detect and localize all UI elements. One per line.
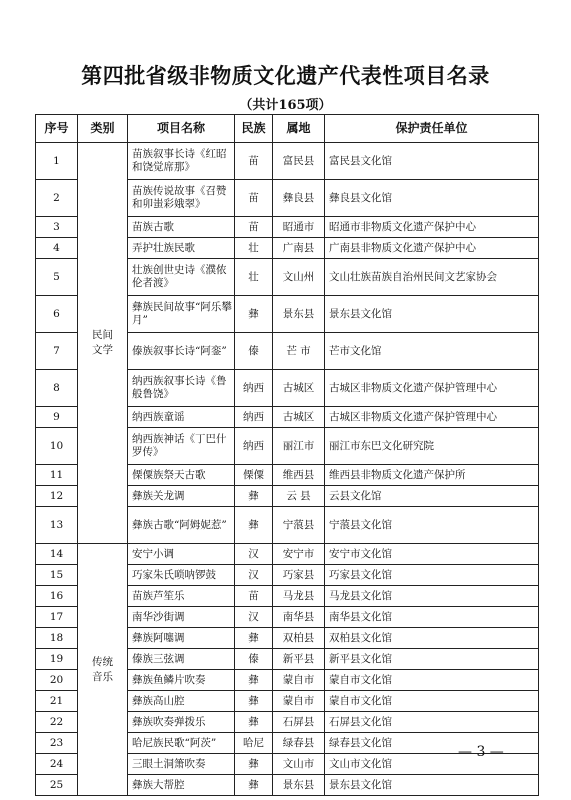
row-locality: 维西县: [273, 465, 325, 486]
row-project-name: 苗族传说故事《召赞和卯蚩彩娥翠》: [128, 180, 235, 217]
row-ethnic-group: 彝: [235, 670, 273, 691]
category-label-line: 民间: [92, 329, 113, 341]
row-locality: 石屏县: [273, 712, 325, 733]
row-responsible-unit: 古城区非物质文化遗产保护管理中心: [325, 407, 539, 428]
header-locality: 属地: [273, 115, 325, 143]
category-label-line: 音乐: [92, 670, 113, 683]
row-project-name: 哈尼族民歌“阿茨”: [128, 733, 235, 754]
row-locality: 新平县: [273, 649, 325, 670]
row-ethnic-group: 苗: [235, 180, 273, 217]
row-serial: 12: [36, 486, 78, 507]
row-ethnic-group: 彝: [235, 712, 273, 733]
row-project-name: 弄护壮族民歌: [128, 238, 235, 259]
row-locality: 云 县: [273, 486, 325, 507]
row-responsible-unit: 宁蒗县文化馆: [325, 507, 539, 544]
row-serial: 17: [36, 607, 78, 628]
row-locality: 蒙自市: [273, 691, 325, 712]
row-responsible-unit: 马龙县文化馆: [325, 586, 539, 607]
row-project-name: 苗族芦笙乐: [128, 586, 235, 607]
category-cell: [78, 143, 128, 544]
row-project-name: 纳西族神话《丁巴什罗传》: [128, 428, 235, 465]
row-serial: 13: [36, 507, 78, 544]
row-ethnic-group: 纳西: [235, 428, 273, 465]
row-responsible-unit: 广南县非物质文化遗产保护中心: [325, 238, 539, 259]
row-project-name: 彝族阿噻调: [128, 628, 235, 649]
row-serial: 7: [36, 333, 78, 370]
row-responsible-unit: 蒙自市文化馆: [325, 691, 539, 712]
row-ethnic-group: 苗: [235, 217, 273, 238]
row-ethnic-group: 纳西: [235, 407, 273, 428]
row-project-name: 傣族三弦调: [128, 649, 235, 670]
row-ethnic-group: 傣: [235, 333, 273, 370]
row-ethnic-group: 彝: [235, 507, 273, 544]
row-responsible-unit: 绿春县文化馆: [325, 733, 539, 754]
row-locality: 安宁市: [273, 544, 325, 565]
row-locality: 彝良县: [273, 180, 325, 217]
row-ethnic-group: 彝: [235, 754, 273, 775]
row-locality: 蒙自市: [273, 670, 325, 691]
row-ethnic-group: 哈尼: [235, 733, 273, 754]
row-ethnic-group: 壮: [235, 238, 273, 259]
row-serial: 6: [36, 296, 78, 333]
row-serial: 10: [36, 428, 78, 465]
row-locality: 马龙县: [273, 586, 325, 607]
row-serial: 25: [36, 775, 78, 796]
row-responsible-unit: 双柏县文化馆: [325, 628, 539, 649]
page-number: — 3 —: [458, 744, 504, 760]
row-serial: 20: [36, 670, 78, 691]
row-responsible-unit: 芒市文化馆: [325, 333, 539, 370]
row-responsible-unit: 石屏县文化馆: [325, 712, 539, 733]
row-ethnic-group: 彝: [235, 486, 273, 507]
row-locality: 景东县: [273, 296, 325, 333]
row-locality: 文山市: [273, 754, 325, 775]
row-locality: 双柏县: [273, 628, 325, 649]
row-ethnic-group: 彝: [235, 775, 273, 796]
row-locality: 巧家县: [273, 565, 325, 586]
row-responsible-unit: 富民县文化馆: [325, 143, 539, 180]
header-ethnic-group: 民族: [235, 115, 273, 143]
category-cell: [78, 544, 128, 796]
row-ethnic-group: 汉: [235, 544, 273, 565]
row-locality: 芒 市: [273, 333, 325, 370]
row-locality: 古城区: [273, 407, 325, 428]
row-ethnic-group: 苗: [235, 143, 273, 180]
row-responsible-unit: 云县文化馆: [325, 486, 539, 507]
page-title: 第四批省级非物质文化遗产代表性项目名录: [81, 63, 490, 88]
row-project-name: 三眼土洞箫吹奏: [128, 754, 235, 775]
row-project-name: 彝族民间故事“阿乐攀月”: [128, 296, 235, 333]
page-subtitle: （共计165项）: [239, 98, 332, 113]
row-locality: 昭通市: [273, 217, 325, 238]
table-header-row: [36, 115, 539, 143]
row-project-name: 彝族大帮腔: [128, 775, 235, 796]
row-project-name: 苗族叙事长诗《红昭和饶觉席那》: [128, 143, 235, 180]
row-ethnic-group: 壮: [235, 259, 273, 296]
category-label-line: 文学: [92, 344, 113, 356]
row-project-name: 安宁小调: [128, 544, 235, 565]
row-locality: 文山州: [273, 259, 325, 296]
row-ethnic-group: 傈僳: [235, 465, 273, 486]
row-responsible-unit: 彝良县文化馆: [325, 180, 539, 217]
row-project-name: 彝族古歌“阿姆妮惹”: [128, 507, 235, 544]
row-project-name: 南华沙街调: [128, 607, 235, 628]
row-locality: 古城区: [273, 370, 325, 407]
row-ethnic-group: 汉: [235, 607, 273, 628]
row-responsible-unit: 安宁市文化馆: [325, 544, 539, 565]
row-serial: 23: [36, 733, 78, 754]
row-serial: 9: [36, 407, 78, 428]
row-project-name: 傈僳族祭天古歌: [128, 465, 235, 486]
row-serial: 18: [36, 628, 78, 649]
category-label-line: 传统: [92, 655, 113, 668]
heritage-list-table: [35, 114, 539, 796]
row-responsible-unit: 丽江市东巴文化研究院: [325, 428, 539, 465]
row-project-name: 纳西族叙事长诗《鲁般鲁饶》: [128, 370, 235, 407]
row-ethnic-group: 傣: [235, 649, 273, 670]
row-ethnic-group: 彝: [235, 296, 273, 333]
row-serial: 1: [36, 143, 78, 180]
row-serial: 4: [36, 238, 78, 259]
row-serial: 2: [36, 180, 78, 217]
row-responsible-unit: 文山壮族苗族自治州民间文艺家协会: [325, 259, 539, 296]
row-project-name: 苗族古歌: [128, 217, 235, 238]
row-project-name: 彝族鱼鳞片吹奏: [128, 670, 235, 691]
row-project-name: 彝族高山腔: [128, 691, 235, 712]
row-project-name: 傣族叙事长诗“阿銮”: [128, 333, 235, 370]
row-serial: 8: [36, 370, 78, 407]
row-serial: 19: [36, 649, 78, 670]
row-ethnic-group: 彝: [235, 628, 273, 649]
row-responsible-unit: 昭通市非物质文化遗产保护中心: [325, 217, 539, 238]
table-row: [36, 143, 539, 180]
row-responsible-unit: 古城区非物质文化遗产保护管理中心: [325, 370, 539, 407]
row-project-name: 壮族创世史诗《濮侬伦者渡》: [128, 259, 235, 296]
row-locality: 富民县: [273, 143, 325, 180]
row-project-name: 纳西族童谣: [128, 407, 235, 428]
row-responsible-unit: 景东县文化馆: [325, 775, 539, 796]
row-responsible-unit: 文山市文化馆: [325, 754, 539, 775]
row-responsible-unit: 维西县非物质文化遗产保护所: [325, 465, 539, 486]
table-row: [36, 544, 539, 565]
header-category: 类别: [78, 115, 128, 143]
row-serial: 3: [36, 217, 78, 238]
row-responsible-unit: 巧家县文化馆: [325, 565, 539, 586]
row-responsible-unit: 蒙自市文化馆: [325, 670, 539, 691]
row-locality: 景东县: [273, 775, 325, 796]
header-serial: 序号: [36, 115, 78, 143]
row-project-name: 彝族吹奏弹拨乐: [128, 712, 235, 733]
row-responsible-unit: 新平县文化馆: [325, 649, 539, 670]
row-serial: 24: [36, 754, 78, 775]
row-ethnic-group: 汉: [235, 565, 273, 586]
row-serial: 14: [36, 544, 78, 565]
row-ethnic-group: 苗: [235, 586, 273, 607]
row-responsible-unit: 南华县文化馆: [325, 607, 539, 628]
row-ethnic-group: 纳西: [235, 370, 273, 407]
row-locality: 宁蒗县: [273, 507, 325, 544]
row-serial: 5: [36, 259, 78, 296]
row-serial: 22: [36, 712, 78, 733]
row-locality: 丽江市: [273, 428, 325, 465]
row-responsible-unit: 景东县文化馆: [325, 296, 539, 333]
row-locality: 南华县: [273, 607, 325, 628]
row-serial: 16: [36, 586, 78, 607]
header-project-name: 项目名称: [128, 115, 235, 143]
row-ethnic-group: 彝: [235, 691, 273, 712]
header-responsible-unit: 保护责任单位: [325, 115, 539, 143]
row-project-name: 巧家朱氏唢呐锣鼓: [128, 565, 235, 586]
row-serial: 21: [36, 691, 78, 712]
row-locality: 广南县: [273, 238, 325, 259]
row-serial: 15: [36, 565, 78, 586]
row-locality: 绿春县: [273, 733, 325, 754]
row-project-name: 彝族关龙调: [128, 486, 235, 507]
row-serial: 11: [36, 465, 78, 486]
